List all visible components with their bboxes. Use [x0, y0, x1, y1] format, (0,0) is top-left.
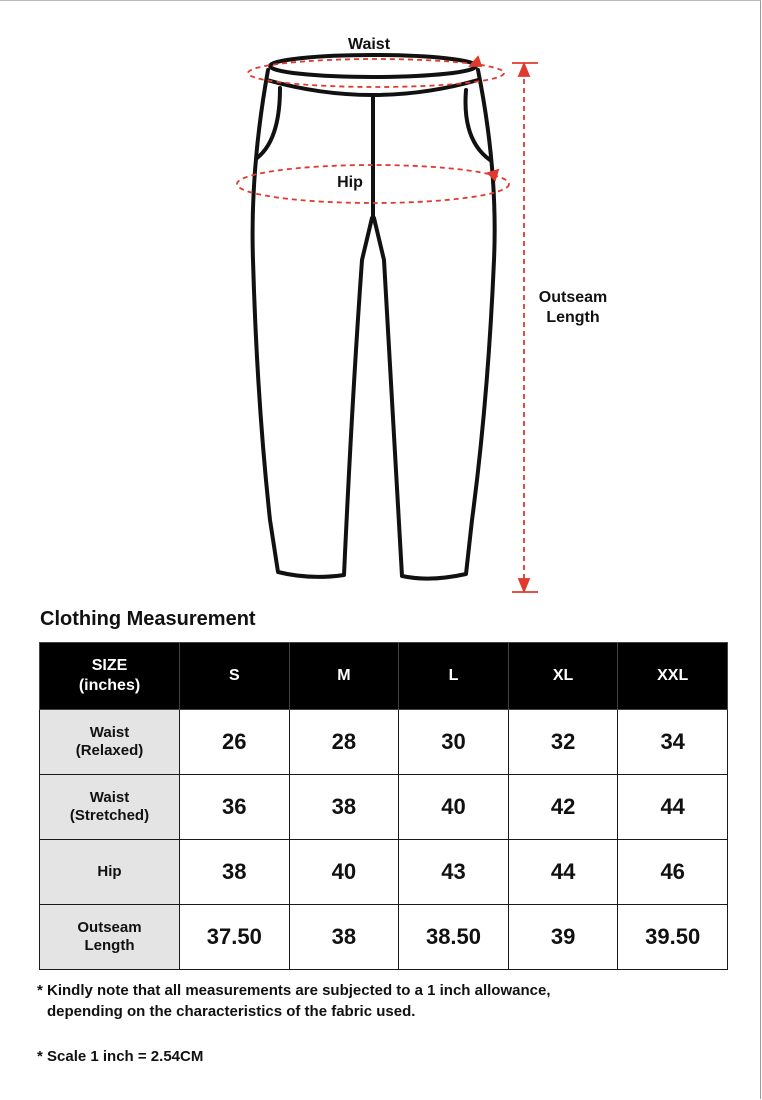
allowance-note: [37, 980, 677, 1022]
table-cell: 46: [618, 840, 728, 905]
row-label: [40, 710, 180, 775]
outseam-label-line1: Outseam: [538, 289, 608, 306]
size-column-header: S: [180, 643, 290, 710]
table-row: [40, 710, 728, 775]
table-cell: 30: [399, 710, 509, 775]
table-cell: 44: [508, 840, 618, 905]
row-label: [40, 840, 180, 905]
table-cell: 32: [508, 710, 618, 775]
row-label-line1: Waist: [89, 724, 130, 741]
section-title: Clothing Measurement: [40, 608, 256, 630]
table-cell: 34: [618, 710, 728, 775]
table-cell: 39: [508, 905, 618, 970]
pants-outline: [253, 55, 495, 579]
table-cell: 42: [508, 775, 618, 840]
table-cell: 26: [180, 710, 290, 775]
table-cell: 38: [289, 775, 399, 840]
row-label-line2: (Stretched): [69, 807, 150, 824]
outseam-top-arrowhead: [519, 64, 529, 76]
table-row: [40, 905, 728, 970]
table-row: [40, 840, 728, 905]
outseam-bottom-arrowhead: [519, 579, 529, 591]
size-column-header: L: [399, 643, 509, 710]
row-label-line1: Waist: [89, 789, 130, 806]
allowance-note-line2: depending on the characteristics of the fabric used.: [47, 1003, 416, 1020]
row-label: [40, 775, 180, 840]
table-cell: 44: [618, 775, 728, 840]
hip-label: Hip: [337, 174, 363, 191]
row-label-line1: Outseam: [77, 919, 142, 936]
size-header-line2: (inches): [78, 677, 141, 694]
left-leg-outline: [253, 70, 372, 577]
table-row: [40, 775, 728, 840]
size-header-cell: [40, 643, 180, 710]
table-cell: 40: [289, 840, 399, 905]
size-column-header: M: [289, 643, 399, 710]
table-cell: 28: [289, 710, 399, 775]
waistband-lower-edge: [267, 80, 478, 95]
row-label: [40, 905, 180, 970]
table-cell: 40: [399, 775, 509, 840]
outseam-label-line2: Length: [546, 309, 600, 326]
size-chart-table: [39, 642, 728, 970]
allowance-note-line1: * Kindly note that all measurements are subjected to a 1 inch allowance,: [37, 982, 551, 999]
table-cell: 38: [289, 905, 399, 970]
row-label-line1: Hip: [97, 863, 122, 880]
measurement-arrows: [470, 57, 538, 592]
table-cell: 38.50: [399, 905, 509, 970]
table-cell: 39.50: [618, 905, 728, 970]
table-cell: 38: [180, 840, 290, 905]
waist-label: Waist: [347, 36, 391, 53]
row-label-line2: Length: [84, 937, 135, 954]
table-header-row: [40, 643, 728, 710]
scale-note: * Scale 1 inch = 2.54CM: [37, 1048, 204, 1065]
hip-arrowhead: [488, 170, 498, 180]
measurement-guides: [237, 59, 524, 585]
size-header-line1: SIZE: [91, 657, 128, 674]
table-cell: 36: [180, 775, 290, 840]
size-column-header: XL: [508, 643, 618, 710]
table-cell: 37.50: [180, 905, 290, 970]
size-column-header: XXL: [618, 643, 728, 710]
row-label-line2: (Relaxed): [75, 742, 144, 759]
table-cell: 43: [399, 840, 509, 905]
